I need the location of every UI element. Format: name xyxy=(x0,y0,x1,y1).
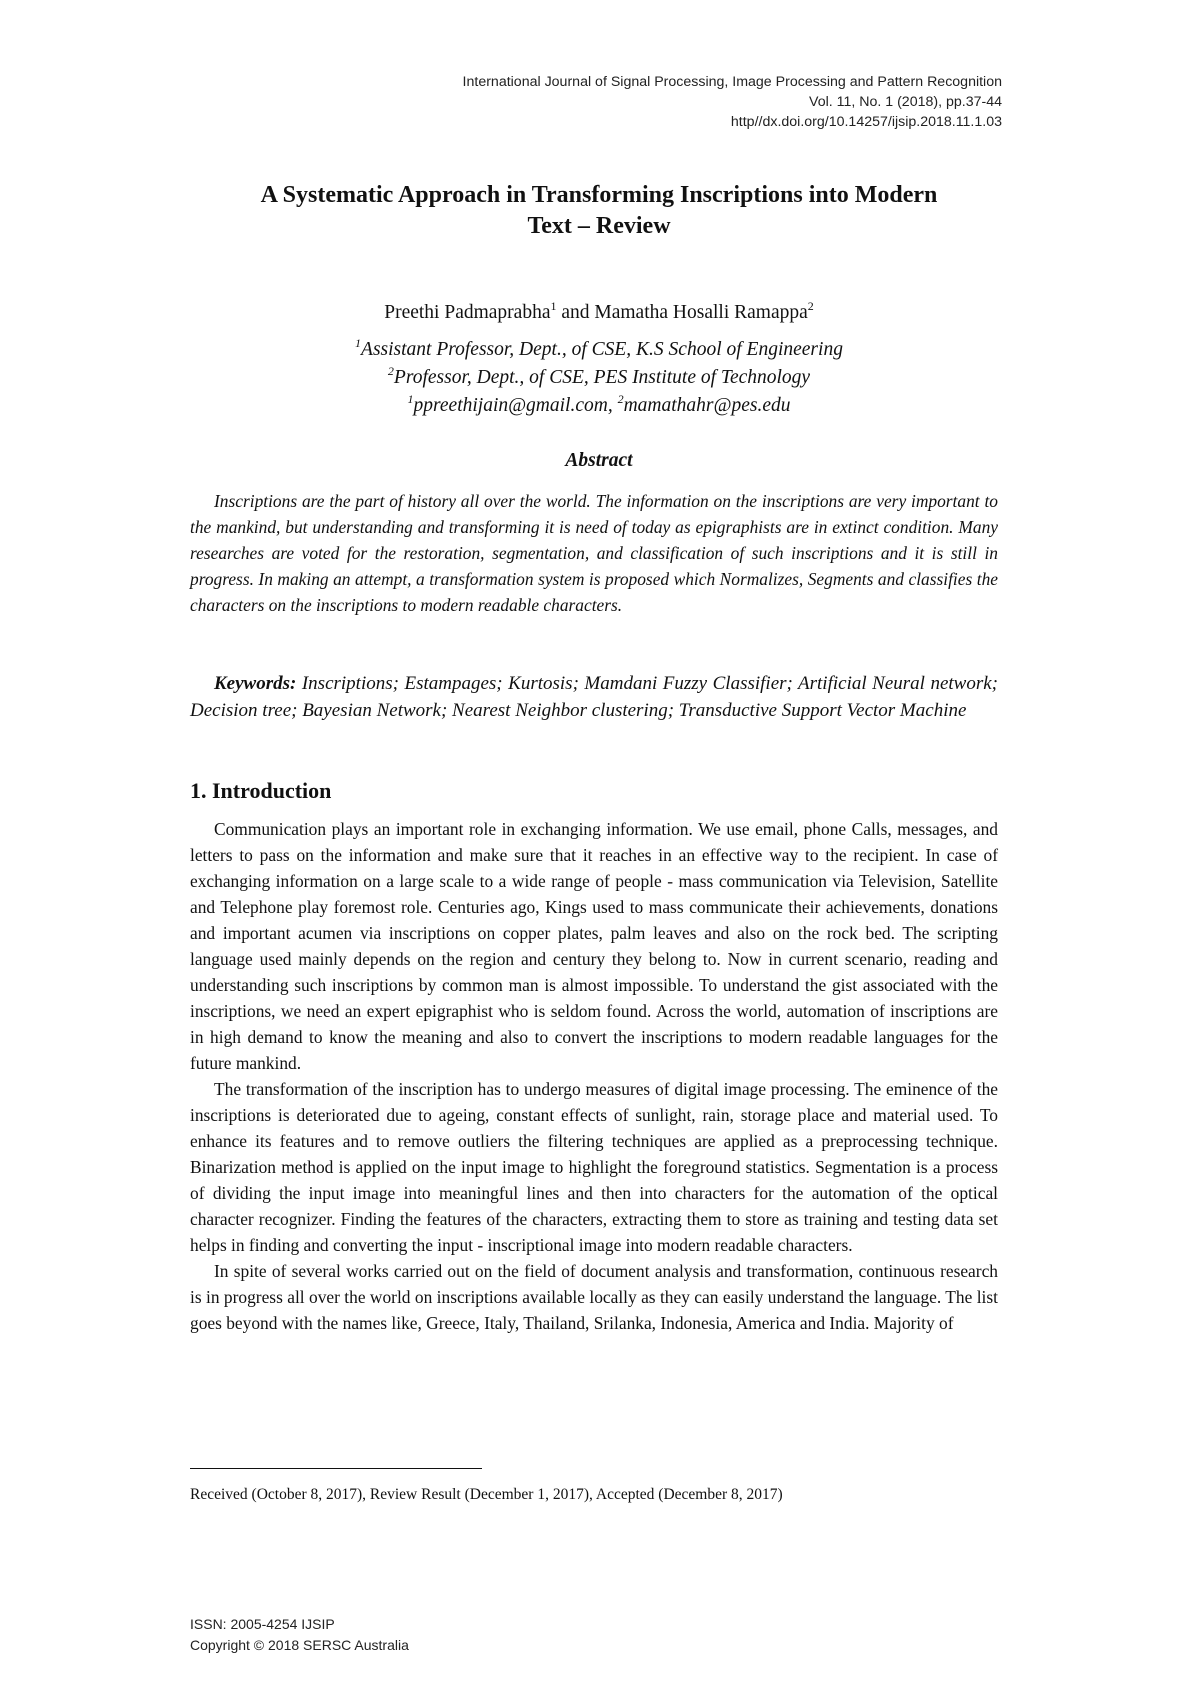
affiliation-1 xyxy=(150,336,1048,364)
journal-doi: http//dx.doi.org/10.14257/ijsip.2018.11.1.03 xyxy=(730,114,1002,130)
affiliation-2-text: Professor, Dept., of CSE, PES Institute of Technology xyxy=(393,367,811,388)
intro-paragraph: The transformation of the inscription has to undergo measures of digital image processing. The eminence of the inscriptions is deteriorated due to ageing, constant effects of sunlight, rain, storage place and material used. To enhance its features and to remove outliers the filtering techniques are applied as a preprocessing technique. Binarization method is applied on the input image to highlight the foreground statistics. Segmentation is a process of dividing the input image into meaningful lines and then into characters for the automation of the optical character recognizer. Finding the features of the characters, extracting them to store as training and testing data set helps in finding and converting the input - inscriptional image into modern readable characters. xyxy=(190,1079,998,1255)
keywords xyxy=(190,670,998,724)
affiliation-2 xyxy=(150,364,1048,392)
affiliation-1-sup: 1 xyxy=(355,335,362,350)
author-separator: and xyxy=(556,302,595,323)
footnote-divider xyxy=(190,1468,482,1469)
title-line-1: A Systematic Approach in Transforming Inscriptions into Modern xyxy=(260,182,938,208)
footer-copyright: Copyright © 2018 SERSC Australia xyxy=(190,1637,409,1653)
intro-paragraph: In spite of several works carried out on the field of document analysis and transformation, continuous research is in progress all over the world on inscriptions available locally as they can easily understand the language. The list goes beyond with the names like, Greece, Italy, Thailand, Srilanka, Indonesia, America and India. Majority of xyxy=(190,1261,998,1333)
journal-name: International Journal of Signal Processing, Image Processing and Pattern Recognition xyxy=(462,74,1002,90)
email-1-sup: 1 xyxy=(407,391,414,406)
keywords-text: Inscriptions; Estampages; Kurtosis; Mamdani Fuzzy Classifier; Artificial Neural network; Decision tree; Bayesian Network; Nearest Neighbor clustering; Transductive Support Vector Machine xyxy=(190,673,998,721)
affiliation-1-text: Assistant Professor, Dept., of CSE, K.S School of Engineering xyxy=(361,339,843,360)
introduction-heading: 1. Introduction xyxy=(190,778,332,803)
author-1: Preethi Padmaprabha xyxy=(384,302,551,323)
author-2: Mamatha Hosalli Ramappa xyxy=(594,302,808,323)
page-footer xyxy=(190,1614,409,1656)
author-2-sup: 2 xyxy=(807,298,814,313)
author-1-sup: 1 xyxy=(550,298,557,313)
author-list xyxy=(150,300,1048,326)
journal-volume: Vol. 11, No. 1 (2018), pp.37-44 xyxy=(809,94,1002,110)
title-line-2: Text – Review xyxy=(527,213,671,239)
footer-issn: ISSN: 2005-4254 IJSIP xyxy=(190,1616,335,1632)
abstract-body: Inscriptions are the part of history all over the world. The information on the inscriptions are very important to the mankind, but understanding and transforming it is need of today as epigraphists are in extinct condition. Many researches are voted for the restoration, segmentation, and classification of such inscriptions and it is still in progress. In making an attempt, a transformation system is proposed which Normalizes, Segments and classifies the characters on the inscriptions to modern readable characters. xyxy=(190,491,998,615)
email-2-sup: 2 xyxy=(617,391,624,406)
received-dates: Received (October 8, 2017), Review Result (December 1, 2017), Accepted (December 8, 2017) xyxy=(190,1486,783,1503)
paper-title xyxy=(150,180,1048,242)
intro-paragraph: Communication plays an important role in exchanging information. We use email, phone Calls, messages, and letters to pass on the information and make sure that it reaches in an effective way to the recipient. In case of exchanging information on a large scale to a wide range of people - mass communication via Television, Satellite and Telephone play foremost role. Centuries ago, Kings used to mass communicate their achievements, donations and important acumen via inscriptions on copper plates, palm leaves and also on the rock bed. The scripting language used mainly depends on the region and century they belong to. Now in current scenario, reading and understanding such inscriptions by common man is almost impossible. To understand the gist associated with the inscriptions, we need an expert epigraphist who is seldom found. Across the world, automation of inscriptions are in high demand to know the meaning and also to convert the inscriptions to modern readable languages for the future mankind. xyxy=(190,819,998,1073)
author-emails xyxy=(150,392,1048,420)
abstract-heading: Abstract xyxy=(565,450,633,471)
affiliations xyxy=(150,336,1048,420)
affiliation-2-sup: 2 xyxy=(387,363,394,378)
keywords-label: Keywords: xyxy=(214,673,297,694)
email-1: ppreethijain@gmail.com, xyxy=(413,395,618,416)
email-2: mamathahr@pes.edu xyxy=(623,395,791,416)
journal-header xyxy=(463,72,1002,132)
introduction-body xyxy=(190,816,998,1336)
